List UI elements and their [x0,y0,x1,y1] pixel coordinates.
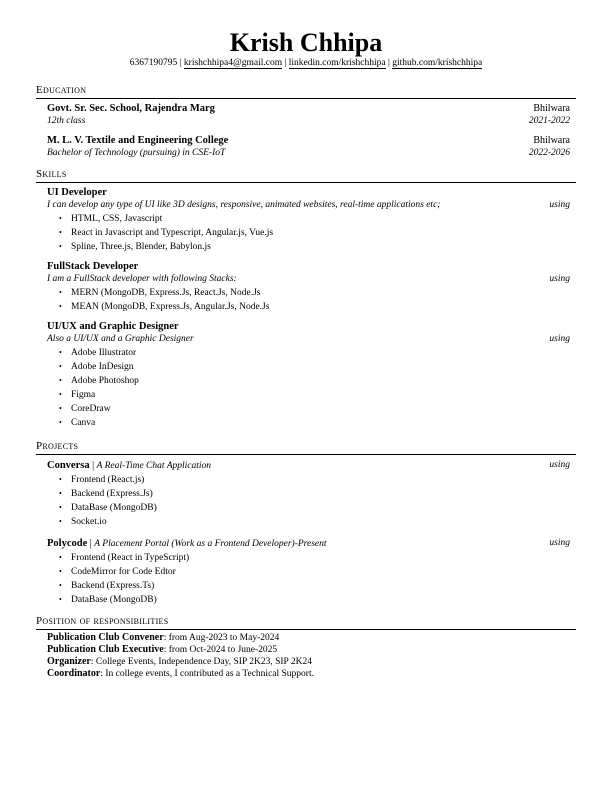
entry-header [47,102,570,115]
contact-line [36,57,576,69]
entry-header [47,186,570,199]
section-title: Education [36,84,87,96]
school-name: M. L. V. Textile and Engineering College [47,135,229,146]
using-label: using [549,538,570,548]
bullet-list [47,212,570,254]
list-item: • Figma [59,388,570,402]
project-title [47,537,327,551]
project-entry [47,537,570,607]
entry-subheader [47,147,570,160]
using-label: using [549,460,570,470]
skill-description: Also a UI/UX and a Graphic Designer [47,334,194,344]
project-entry [47,459,570,529]
list-item: • Frontend (React in TypeScript) [59,551,570,565]
responsibility-detail: : from Oct-2024 to June-2025 [163,645,278,655]
skill-entry [47,260,570,314]
list-item: • Backend (Express.Ts) [59,579,570,593]
entry-header [47,134,570,147]
bullet-list [47,473,570,529]
linkedin-link[interactable]: linkedin.com/krishchhipa [288,58,386,68]
school-name: Govt. Sr. Sec. School, Rajendra Marg [47,103,215,114]
section-title: Position of responsibilities [36,615,169,627]
entry-header [47,537,570,551]
degree: 12th class [47,116,86,126]
entry-subheader [47,333,570,346]
project-description: A Placement Portal (Work as a Frontend Developer)-Present [94,539,327,549]
entry-subheader [47,273,570,286]
using-label: using [549,334,570,344]
location: Bhilwara [533,135,570,146]
bullet-list [47,346,570,430]
list-item: • DataBase (MongoDB) [59,501,570,515]
list-item: • Adobe Photoshop [59,374,570,388]
responsibility-item [47,644,570,656]
list-item: • MERN (MongoDB, Express.Js, React.Js, Node.Js [59,286,570,300]
section-rule [36,98,576,99]
responsibility-item [47,632,570,644]
list-item: • Backend (Express.Js) [59,487,570,501]
entry-subheader [47,199,570,212]
list-item: • Adobe InDesign [59,360,570,374]
dates: 2021-2022 [528,116,570,126]
skill-description: I am a FullStack developer with following Stacks: [47,274,237,284]
bullet-list [47,551,570,607]
responsibility-role: Publication Club Convener [47,632,164,643]
list-item: • CodeMirror for Code Edtor [59,565,570,579]
responsibility-role: Publication Club Executive [47,644,164,655]
list-item: • Socket.io [59,515,570,529]
responsibility-role: Organizer [47,656,91,667]
list-item: • MEAN (MongoDB, Express.Js, Angular.Js, Node.Js [59,300,570,314]
project-description: A Real-Time Chat Application [96,461,212,471]
section-rule [36,182,576,183]
entry-subheader [47,115,570,128]
education-section [36,84,576,160]
list-item: • Canva [59,416,570,430]
separator: | [385,58,393,68]
list-item: • Spline, Three.js, Blender, Babylon.js [59,240,570,254]
candidate-name: Krish Chhipa [229,28,383,57]
responsibility-item [47,656,570,668]
using-label: using [549,200,570,210]
responsibility-item [47,668,570,680]
skill-role: FullStack Developer [47,261,139,272]
section-rule [36,454,576,455]
skill-entry [47,320,570,430]
separator: | [89,460,97,471]
skills-section [36,168,576,430]
using-label: using [549,274,570,284]
github-link[interactable]: github.com/krishchhipa [392,58,483,68]
list-item: • Frontend (React.js) [59,473,570,487]
separator: | [282,58,289,68]
entry-header [47,459,570,473]
bullet-list [47,286,570,314]
education-entry [47,134,570,160]
dates: 2022-2026 [528,148,570,158]
list-item: • React in Javascript and Typescript, Angular.js, Vue.js [59,226,570,240]
list-item: • DataBase (MongoDB) [59,593,570,607]
list-item: • Adobe Illustrator [59,346,570,360]
list-item: • HTML, CSS, Javascript [59,212,570,226]
degree: Bachelor of Technology (pursuing) in CSE-IoT [47,148,226,158]
phone: 6367190795 [129,58,178,68]
entry-header [47,260,570,273]
section-title: Projects [36,440,79,452]
skill-role: UI/UX and Graphic Designer [47,321,179,332]
responsibility-detail: : from Aug-2023 to May-2024 [163,633,280,643]
responsibility-detail: : In college events, I contributed as a Technical Support. [100,669,314,679]
project-title [47,459,211,473]
projects-section [36,440,576,607]
email-link[interactable]: krishchhipa4@gmail.com [183,58,283,68]
list-item: • CoreDraw [59,402,570,416]
responsibility-role: Coordinator [47,668,101,679]
section-title: Skills [36,168,67,180]
responsibilities-section [36,615,576,680]
skill-entry [47,186,570,254]
skill-role: UI Developer [47,187,107,198]
project-name: Conversa [47,460,90,471]
education-entry [47,102,570,128]
responsibility-detail: : College Events, Independence Day, SIP 2K23, SIP 2K24 [90,657,312,667]
skill-description: I can develop any type of UI like 3D designs, responsive, animated websites, real-time applications etc; [47,200,441,210]
separator: | [177,58,184,68]
location: Bhilwara [533,103,570,114]
separator: | [87,538,95,549]
project-name: Polycode [47,538,88,549]
entry-header [47,320,570,333]
